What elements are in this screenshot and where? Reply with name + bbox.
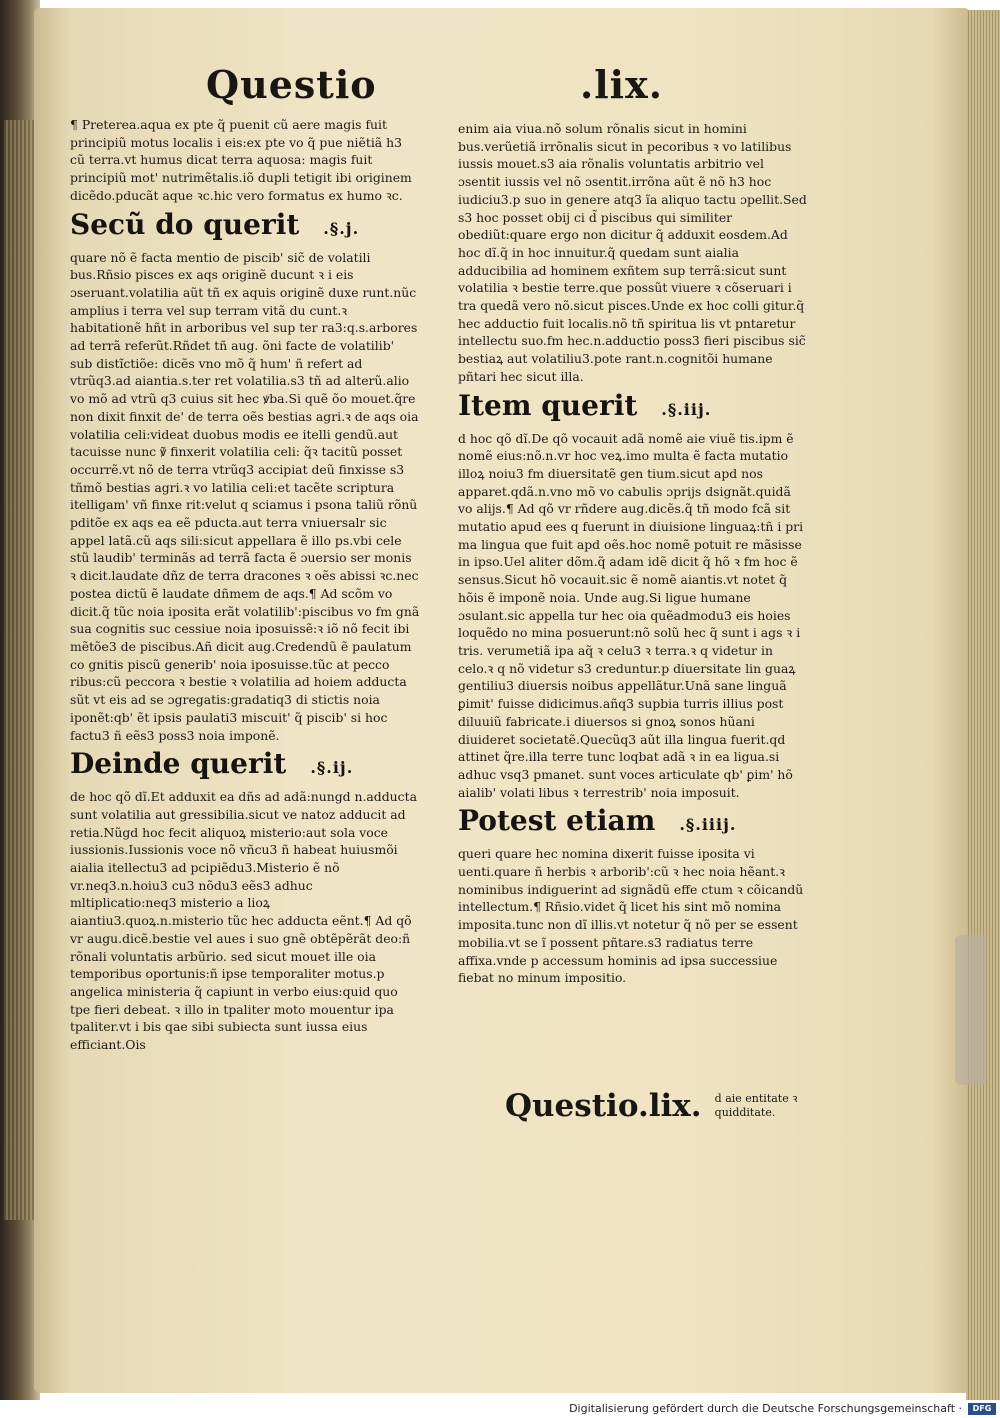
section-heading-3 (70, 746, 420, 786)
section-heading-4 (458, 388, 808, 428)
section-heading-text: Potest etiam (458, 804, 656, 838)
book-tab-marker (955, 935, 985, 1085)
next-question-subtitle (715, 1092, 798, 1120)
next-question-subtitle-line1: d aie entitate ꝛ (714, 1092, 798, 1105)
dfg-logo: DFG (968, 1403, 996, 1415)
footer-bar (0, 1400, 1000, 1418)
section-heading-text: Deinde querit (70, 747, 287, 781)
footer-credit: Digitalisierung gefördert durch die Deutsche Forschungsgemeinschaft · (569, 1402, 962, 1415)
next-question-heading (505, 1088, 797, 1124)
section-number: .§.j. (323, 218, 360, 238)
section-heading-text: Item querit (458, 388, 638, 422)
section-number: .§.iij. (661, 399, 712, 419)
page-edges-right (966, 10, 1000, 1400)
right-column (458, 120, 808, 987)
page-stack-left (4, 120, 34, 1220)
section-text-3: de hoc qõ dĩ.Et adduxit ea dñs ad adã:nungd n.adducta sunt volatilia aut gressibilia.sicut ve natoz adducit ad retia.Nũgd hoc fecit aliquoꝝ misterio:aut sola voce iussionis.Iussionis voce nõ vñcu3 ñ habeat huiusmõi aialia itellectu3 ad pcipiẽdu3.Misterio ẽ nõ vr.neq3.n.hoiu3 cu3 nõdu3 eẽs3 adhuc mltiplicatio:neq3 misterio a lioꝝ aiantiu3.quoꝝ.n.misterio tũc hec adducta eẽnt.¶ Ad qõ vr augu.dicẽ.bestie vel aues i suo gnẽ obtẽpẽrãt deo:ñ rõnali voluntatis arbũrio. sed sicut mouet ille oia temporibus oportunis:ñ ipse temporaliter motus.p angelica ministeria q̃ capiunt in verbo eius:quid quo tpe fieri debeat. ꝛ illo in tpaliter moto mouentur ipa tpaliter.vt i bis qae sibi subiecta sunt iussa eius efficiant.Ois (70, 789, 417, 1053)
next-question-title: Questio.lix. (505, 1088, 702, 1124)
section-heading-text: Secũ do querit (70, 207, 300, 241)
section-heading-5 (458, 803, 808, 843)
left-column (70, 116, 420, 1054)
left-intro-text: ¶ Preterea.aqua ex pte q̃ puenit cũ aere magis fuit principiũ motus localis i eis:ex pte vo q̃ pue niẽtiã h3 cũ terra.vt humus dicat terra aquosa: magis fuit principiũ mot' nutrimẽtalis.iõ dupli tetigit ibi originem dicẽdo.pducãt aque ꝛc.hic vero formatus ex humo ꝛc. (70, 117, 412, 203)
running-head-right: .lix. (580, 62, 663, 107)
section-text-2: quare nõ ẽ facta mentio de piscib' sic̃ de volatili bus.Rñsio pisces ex aqs originẽ ducunt ꝛ i eis ɔseruant.volatilia aũt tñ ex aquis originẽ duxe runt.nũc amplius i terra vel sup terram vitã du cunt.ꝛ habitationẽ hñt in arboribus vel sup ter ra3:q.s.arbores ad terrã referũt.Rñdet tñ aug. õni facte de volatilib' sub distĩctiõe: dicẽs vno mõ q̃ hum' ñ refert ad vtrũq3.ad aiantia.s.ter ret volatilia.s3 tñ ad alterũ.alio vo mõ ad vtrũ q3 cuius sit hec ꝟba.Si quẽ õo mouet.q̃re non dixit finxit de' de terra oẽs bestias agri.ꝛ de aqs oia volatilia celi:videat duobus modis ee itelli gendũ.aut tacuisse nunc ꝟ̃ finxerit volatilia celi: q̃ꝛ tacitũ posset occurrẽ.vt nõ de terra vtrũq3 accipiat deũ finxisse s3 tñmõ bestias agri.ꝛ vo latilia celi:et tacẽte scriptura itelligam' vñ finxe rit:velut q sciamus i psona taliũ rõnũ pditõe ex aqs ea eẽ pducta.aut terra vniuersalr sic appel latã.cũ aqs sili:sicut appellara ẽ illo ps.vbi cele stũ laudib' terminãs ad terrã facta ẽ ɔuersio ser monis ꝛ dicit.laudate dñz de terra dracones ꝛ oẽs abissi ꝛc.nec postea dictũ ẽ laudate dñmem de aqs.¶ Ad scõm vo dicit.q̃ tũc noia iposita erãt volatilib':piscibus vo fm gnã sua cognitis suc cessiue noia iposuissẽ:ꝛ iõ nõ fecit ibi mẽtõe3 de piscibus.Añ dicit aug.Credendũ ẽ paulatum co gnitis piscũ generib' noia iposuisse.tũc at pecco ribus:cũ peccora ꝛ bestie ꝛ volatilia ad hoiem adducta sũt vt eis ad se ɔgregatis:gradatiq3 di stictis noia iponẽt:qb' ẽt ipsis paulati3 miscuit' q̃ piscib' si hoc factu3 ñ eẽs3 poss3 noia imponẽ. (70, 249, 420, 743)
running-head-left: Questio (206, 62, 377, 107)
section-text-5: queri quare hec nomina dixerit fuisse iposita vi uenti.quare ñ herbis ꝛ arborib':cũ ꝛ hec noia hẽant.ꝛ nominibus indiguerint ad signãdũ effe ctum ꝛ cõicandũ intellectum.¶ Rñsio.videt q̃ licet his sint mõ nomina imposita.tunc non dĩ illis.vt notetur q̃ nõ per se essent mobilia.vt se ĩ possent pñtare.s3 radiatus terre affixa.vnde p accessum hominis ad ipsa successiue fiebat no minum impositio. (458, 846, 804, 986)
next-question-subtitle-line2: quidditate. (714, 1106, 776, 1119)
section-heading-2 (70, 207, 420, 247)
section-number: .§.ij. (310, 758, 354, 778)
section-number: .§.iiij. (679, 815, 737, 835)
section-text-4: d hoc qõ dĩ.De qõ vocauit adã nomẽ aie viuẽ tis.ipm ẽ nomẽ eius:nõ.n.vr hoc veꝝ.imo multa ẽ facta mutatio illoꝝ noiu3 fm diuersitatẽ gen tium.sicut apd nos apparet.qdã.n.vno mõ vo cabulis ɔprijs dsignãt.quidã vo alijs.¶ Ad qõ vr rñdere aug.dicẽs.q̃ tñ modo fcã sit mutatio apud ees q fuerunt in diuisione linguaꝝ:tñ i pri ma lingua que fuit apd oẽs.hoc nomẽ potuit re mãsisse in ipso.Uel aliter dõm.q̃ adam idẽ dicit q̃ hõ ꝛ fm hoc ẽ sensus.Sicut hõ vocauit.sic ẽ nomẽ aiantis.vt notet q̃ hõis ẽ imponẽ noia. Unde aug.Si ligue humane ɔsulant.sic appella tur hec oia quẽadmodu3 eis hoies loquẽdo no mina posuerunt:nõ solũ hec q̃ sunt i ags ꝛ i tris. verumetiã ipa aq̃ ꝛ celu3 ꝛ terra.ꝛ q videtur in celo.ꝛ q nõ videtur s3 creduntur.p diuersitate lin guaꝝ gentiliu3 diuersis noibus appellãtur.Unã sane linguã ꝑimit' fuisse didicimus.añq3 supbia turris illius post diluuiũ fabricate.i diuersos si gnoꝝ sonos hũani diuideret societatẽ.Quecũq3 aũt illa lingua fuerit.qd attinet q̃re.illa terre tunc loqbat adã ꝛ in ea ligua.si adhuc vsq3 pmanet. sunt voces articulate qb' ꝑim' hõ aialib' volati libus ꝛ terrestrib' noia imposuit. (458, 430, 804, 800)
right-intro-text: enim aia viua.nõ solum rõnalis sicut in homini bus.verũetiã irrõnalis sicut in pecoribus ꝛ vo latilibus iussis mouet.s3 aia rõnalis voluntatis arbitrio vel ɔsentit iussis vel nõ ɔsentit.irrõna aũt ẽ nõ h3 hoc iudiciu3.p suo in genere atq3 ĩa aliquo tactu ɔpellit.Sed s3 hoc posset obij ci d̃ piscibus qui similiter obediũt:quare ergo non dicitur q̃ adduxit eosdem.Ad hoc dĩ.q̃ in hoc innuitur.q̃ quedam sunt aialia adducibilia ad hominem exñtem sup terrã:sicut sunt volatilia ꝛ bestie terre.que possũt viuere ꝛ cõseruari i tra quedã vero nõ.sicut pisces.Unde ex hoc colli gitur.q̃ hec adductio fuit localis.nõ tñ spiritua lis vt pntaretur intellectu suo.fm hec.n.adductio poss3 fieri piscibus sic̃ bestiaꝝ aut volatiliu3.pote rant.n.cognitõi humane pñtari hec sicut illa. (458, 121, 807, 384)
